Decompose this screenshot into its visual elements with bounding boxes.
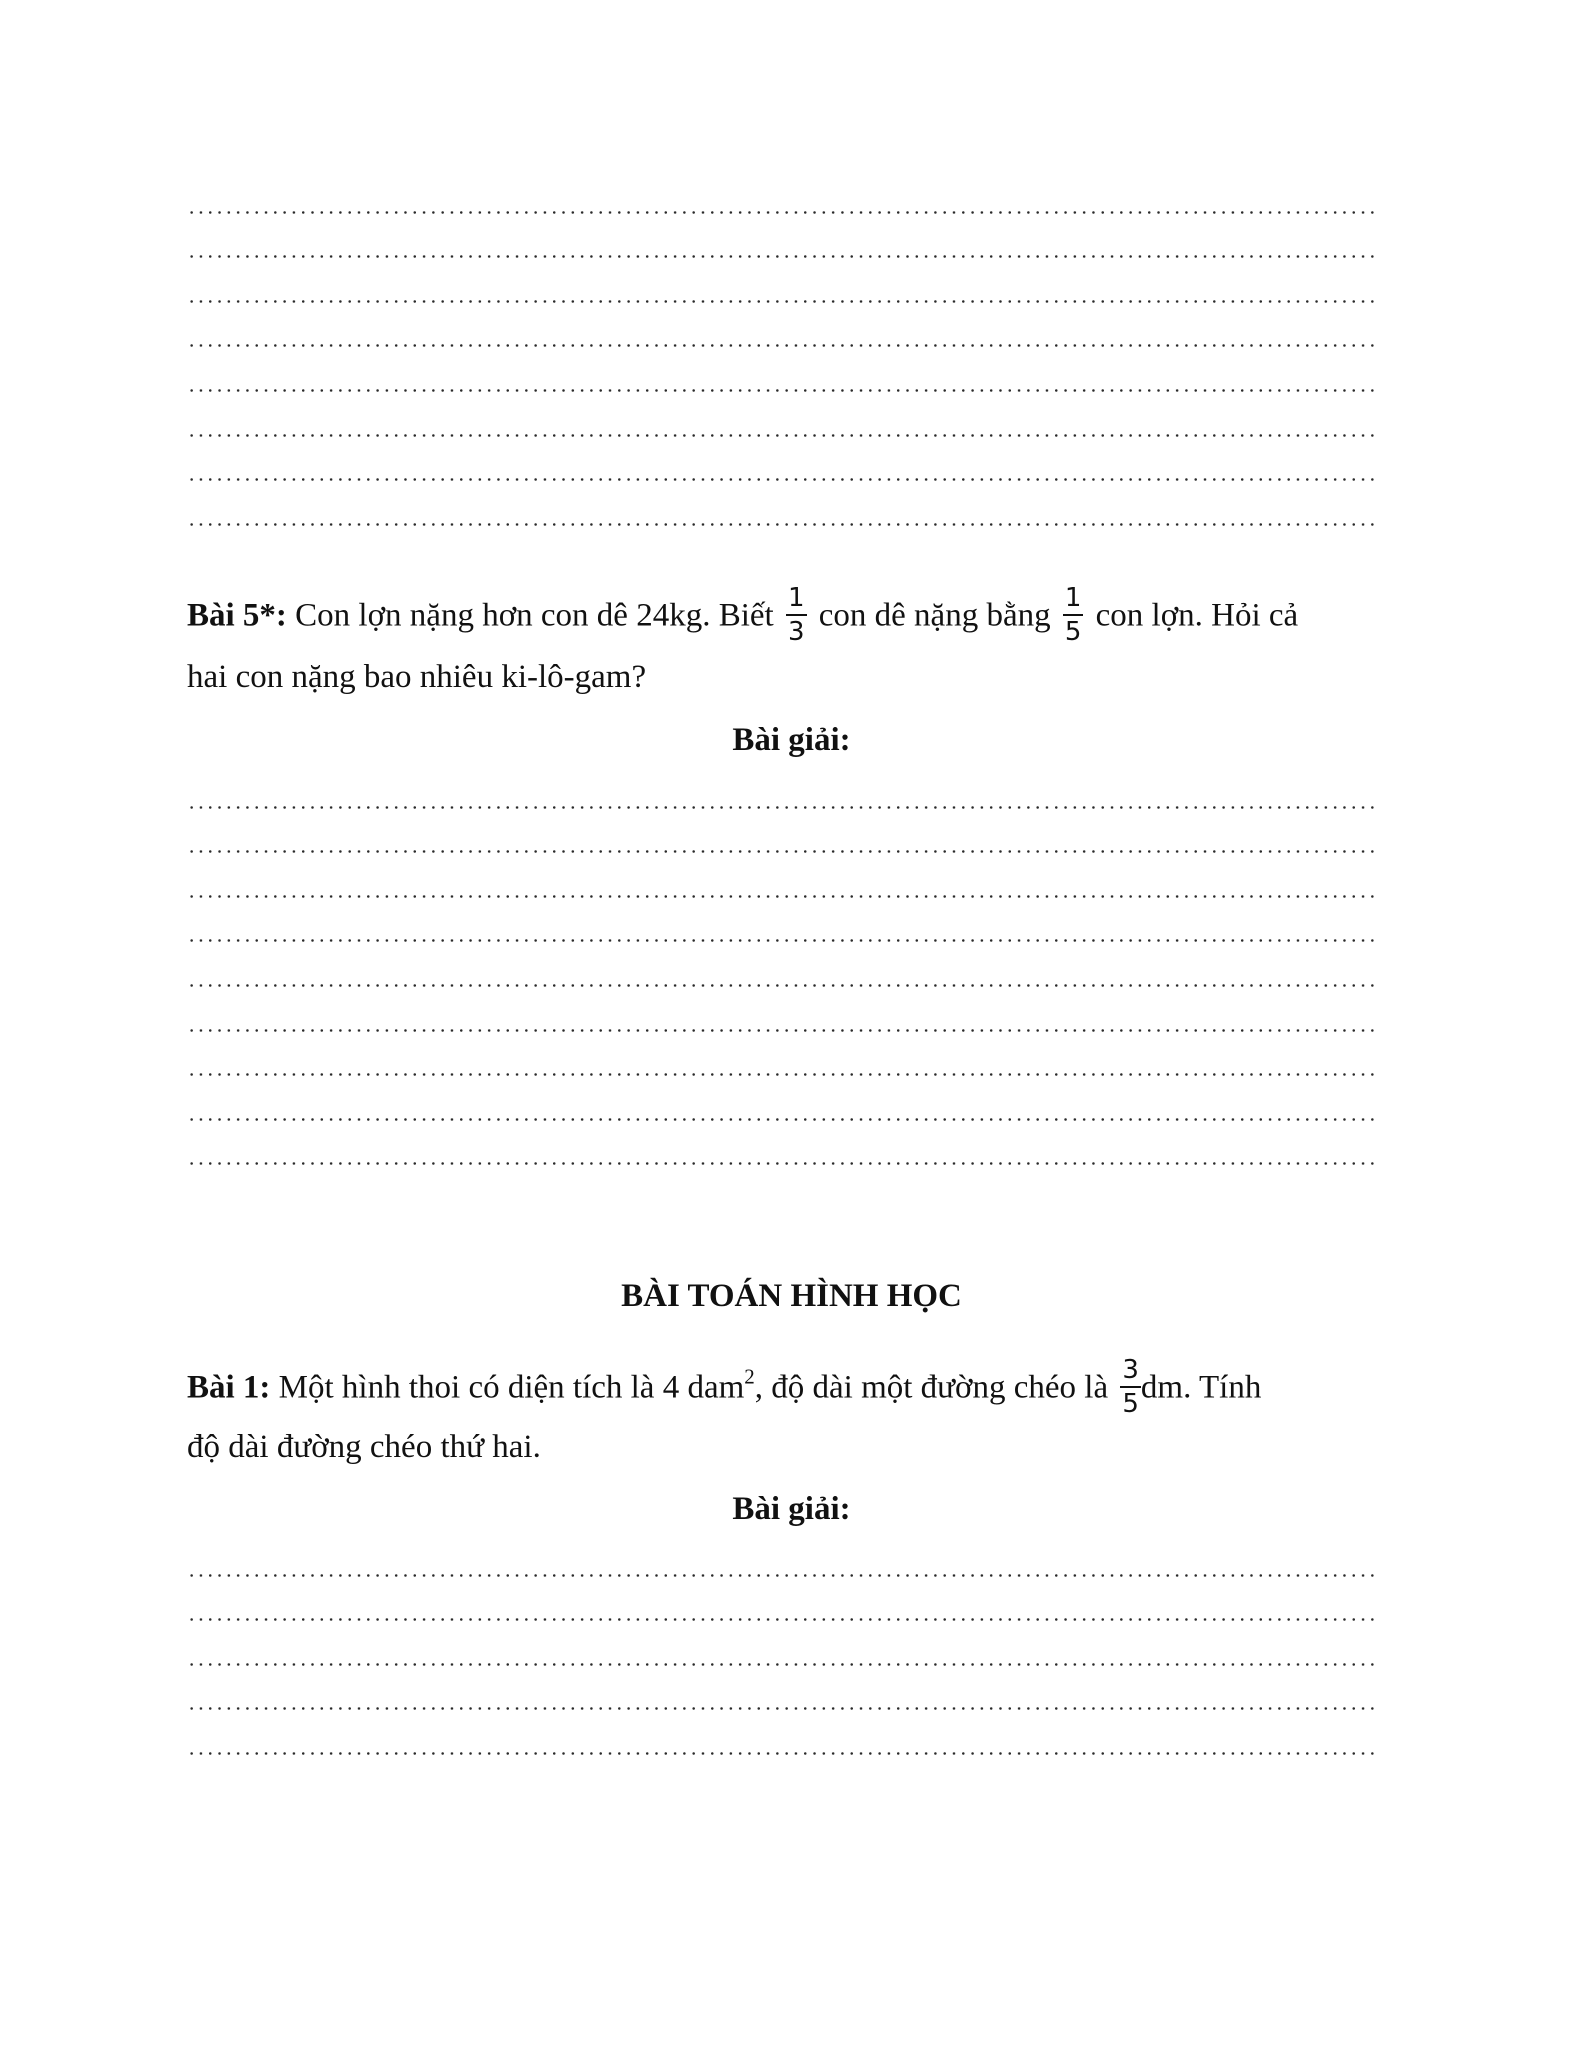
bai5-text-2: con dê nặng bằng xyxy=(810,597,1059,634)
bai5-text-3: con lợn. Hỏi cả xyxy=(1087,597,1299,634)
answer-line xyxy=(187,315,1377,360)
bai5-label: Bài 5*: xyxy=(187,597,287,634)
bai5-problem xyxy=(187,583,1387,650)
answer-line xyxy=(187,1133,1377,1178)
bai1-line-2: độ dài đường chéo thứ hai. xyxy=(187,1429,541,1465)
answer-line xyxy=(187,493,1377,538)
fraction-one-third: $\frac{1}{3}$ xyxy=(787,583,805,647)
answer-line xyxy=(187,359,1377,404)
bai1-text-3: dm. Tính xyxy=(1140,1369,1262,1406)
answer-line xyxy=(187,181,1377,226)
bai5-line-2: hai con nặng bao nhiêu ki-lô-gam? xyxy=(187,659,647,695)
answer-line xyxy=(187,821,1377,866)
answer-line xyxy=(187,776,1377,821)
bai5-solution-heading: Bài giải: xyxy=(732,722,851,758)
section-title: BÀI TOÁN HÌNH HỌC xyxy=(621,1278,962,1314)
answer-lines-top xyxy=(187,181,1377,538)
fraction-one-fifth: $\frac{1}{5}$ xyxy=(1064,583,1082,647)
answer-line xyxy=(187,1633,1377,1678)
answer-line xyxy=(187,954,1377,999)
answer-line xyxy=(187,1589,1377,1634)
fraction-three-fifths: $\frac{3}{5}$ xyxy=(1122,1355,1139,1419)
bai1-text-2: , độ dài một đường chéo là xyxy=(754,1369,1117,1406)
bai5-text-1: Con lợn nặng hơn con dê 24kg. Biết xyxy=(286,597,782,634)
answer-line xyxy=(187,270,1377,315)
answer-line xyxy=(187,999,1377,1044)
answer-line xyxy=(187,1044,1377,1089)
answer-line xyxy=(187,1544,1377,1589)
bai1-label: Bài 1: xyxy=(187,1369,271,1406)
answer-line xyxy=(187,449,1377,494)
bai1-problem xyxy=(187,1355,1387,1422)
bai1-text-1: Một hình thoi có diện tích là 4 dam xyxy=(270,1369,745,1406)
answer-line xyxy=(187,1722,1377,1767)
exponent: 2 xyxy=(744,1364,755,1389)
bai1-solution-heading: Bài giải: xyxy=(732,1491,851,1527)
answer-line xyxy=(187,1678,1377,1723)
answer-line xyxy=(187,910,1377,955)
answer-line xyxy=(187,226,1377,271)
answer-line xyxy=(187,1088,1377,1133)
answer-line xyxy=(187,404,1377,449)
answer-lines-bai1 xyxy=(187,1544,1377,1767)
answer-line xyxy=(187,865,1377,910)
answer-lines-bai5 xyxy=(187,776,1377,1177)
